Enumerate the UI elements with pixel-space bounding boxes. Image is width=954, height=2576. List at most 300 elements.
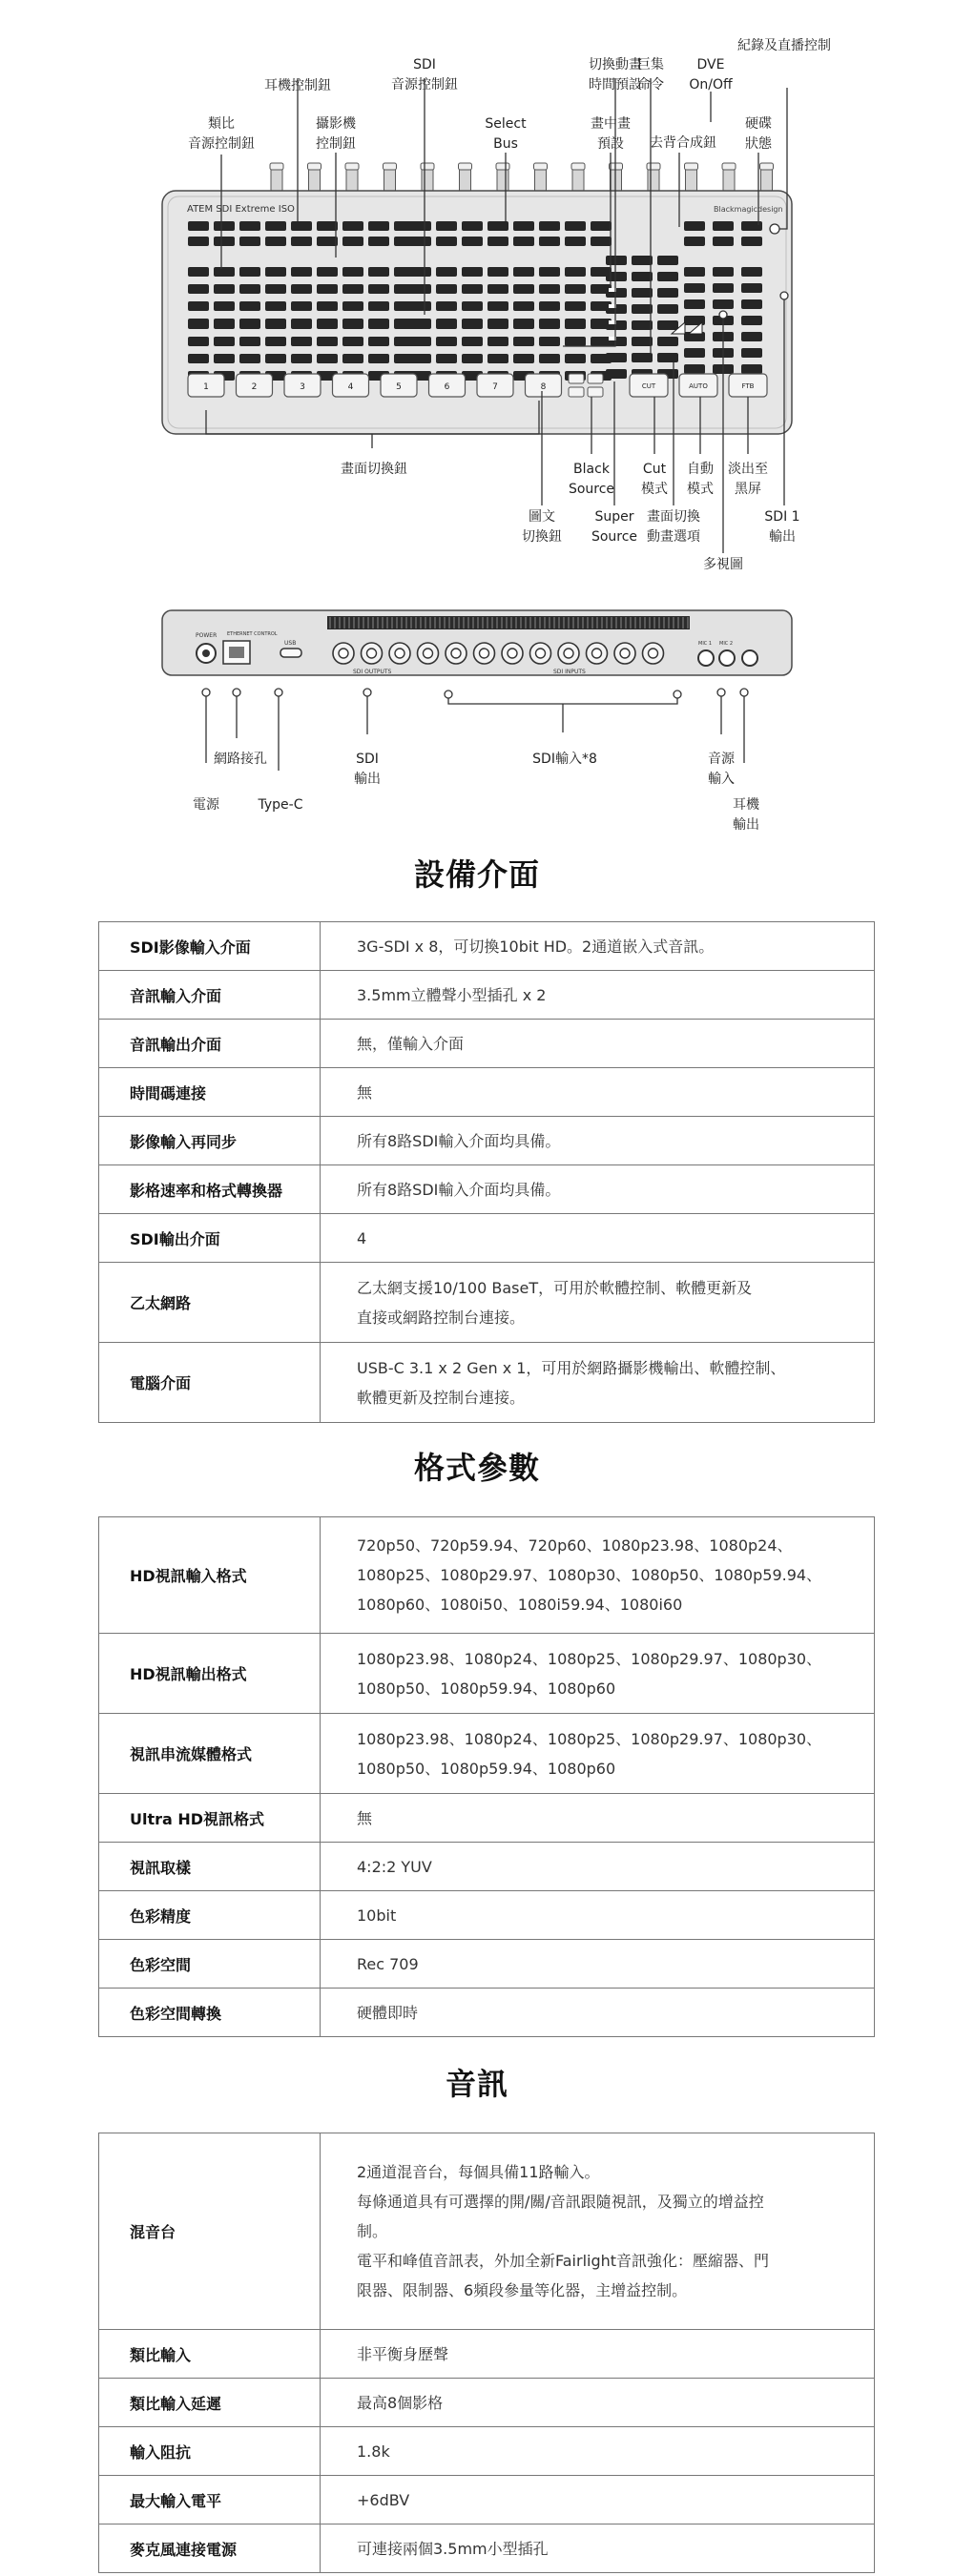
spec-key: 音訊輸入介面 [99,971,321,1020]
panel-button [741,348,762,358]
panel-button [239,354,260,363]
mic1-jack [698,650,714,666]
panel-button [462,354,483,363]
panel-button [513,337,534,346]
knob [686,167,697,192]
headphone-jack [742,650,757,666]
bnc-connector-core [480,649,489,658]
panel-button [188,221,209,231]
panel-button [317,319,338,329]
bnc-connector-core [424,649,433,658]
front-callout-label: 畫中畫 預設 [591,116,631,152]
spec-value: 可連接兩個3.5mm小型插孔 [321,2524,875,2573]
panel-button [317,337,338,346]
panel-button [436,354,457,363]
spec-key: HD視訊輸出格式 [99,1634,321,1714]
formats-table [98,1516,875,2037]
spec-key: 輸入阻抗 [99,2427,321,2476]
panel-button [188,319,209,329]
panel-button [462,221,483,231]
spec-value: 720p50、720p59.94、720p60、1080p23.98、1080p24、 1080p25、1080p29.97、1080p30、1080p50、1080p59.94、 1080p60、1080i50、1080i59.94、1080i60 [321,1517,875,1634]
panel-button [741,283,762,293]
panel-button [632,256,653,265]
panel-button [265,354,286,363]
knob-cap [345,163,359,170]
front-callout-label: 耳機控制鈕 [264,78,331,93]
number-button-label: 2 [251,382,258,392]
bnc-connector-core [395,649,404,658]
bnc-connector-core [592,649,602,658]
knob-cap [459,163,472,170]
spec-value: +6dBV [321,2476,875,2524]
panel-button [214,221,235,231]
spec-row [99,1117,875,1165]
rear-label-usb: USB [284,640,297,647]
panel-button [684,283,705,293]
panel-button [188,237,209,246]
bnc-connector-core [508,649,517,658]
panel-button [188,354,209,363]
spec-key: 類比輸入延遲 [99,2379,321,2427]
panel-button [606,272,627,281]
spec-row [99,1517,875,1634]
power-socket-pin [202,649,210,657]
panel-button [657,353,678,362]
panel-button [436,237,457,246]
spec-value: 3.5mm立體聲小型插孔 x 2 [321,971,875,1020]
transition-button-label: AUTO [689,382,708,390]
bnc-connector-core [536,649,546,658]
panel-button [291,319,312,329]
panel-button [436,284,457,294]
panel-button [713,237,734,246]
panel-button [436,267,457,277]
spec-value: 所有8路SDI輸入介面均具備。 [321,1117,875,1165]
panel-button [657,320,678,330]
spec-key: 類比輸入 [99,2330,321,2379]
panel-button [539,337,560,346]
rear-callout-label: 耳機 輸出 [733,797,759,833]
panel-button [539,354,560,363]
spec-key: 影像輸入再同步 [99,1117,321,1165]
panel-button [487,221,508,231]
panel-button [657,288,678,298]
spec-key: HD視訊輸入格式 [99,1517,321,1634]
panel-button [462,267,483,277]
panel-button [539,284,560,294]
bnc-connector-core [649,649,658,658]
panel-button [565,354,586,363]
panel-button [565,301,586,311]
front-callout-label: 紀錄及直播控制 [737,38,831,53]
callout-marker [275,689,282,696]
panel-button [410,301,431,311]
rear-label-mic2: MIC 2 [719,641,734,647]
panel-button [214,301,235,311]
number-button-label: 7 [492,382,498,392]
device-diagram [0,0,954,839]
front-callout-label: SDI 音源控制鈕 [391,57,458,93]
knob-cap [685,163,698,170]
spec-value: 3G-SDI x 8，可切換10bit HD。2通道嵌入式音訊。 [321,922,875,971]
rear-label-sdi-inputs: SDI INPUTS [553,669,586,675]
panel-button [513,354,534,363]
knob-cap [647,163,660,170]
rear-panel [162,610,792,771]
spec-row [99,1068,875,1117]
spec-row [99,922,875,971]
panel-button [317,267,338,277]
rear-label-sdi-outputs: SDI OUTPUTS [353,669,392,675]
dsk-button [569,387,584,397]
knob [572,167,584,192]
spec-key: 混音台 [99,2133,321,2330]
panel-button [606,353,627,362]
spec-value: 1080p23.98、1080p24、1080p25、1080p29.97、1080p30、 1080p50、1080p59.94、1080p60 [321,1714,875,1794]
panel-button [265,237,286,246]
panel-button [632,288,653,298]
dsk-button [588,387,603,397]
panel-button [239,267,260,277]
panel-button [513,221,534,231]
panel-button [239,337,260,346]
knob-cap [270,163,283,170]
panel-button [368,221,389,231]
front-callout-label: 類比 音源控制鈕 [188,116,255,152]
spec-row [99,2330,875,2379]
panel-button [368,284,389,294]
panel-button [410,221,431,231]
panel-button [265,319,286,329]
panel-button [487,301,508,311]
rear-callout-label: 音源 輸入 [708,752,735,787]
panel-button [513,284,534,294]
panel-button [513,319,534,329]
panel-button [342,354,363,363]
panel-button [539,301,560,311]
panel-button [410,284,431,294]
ethernet-port-inner [229,647,244,658]
spec-row [99,1989,875,2037]
rear-label-power: POWER [196,632,218,639]
panel-button [539,221,560,231]
front-callout-label: SDI 1 輸出 [764,509,800,545]
panel-button [239,221,260,231]
knob [271,167,282,192]
rear-callout-label: 網路接孔 [214,752,267,767]
front-callout-label: 淡出至 黑屏 [728,462,768,497]
bnc-connector-core [564,649,573,658]
front-callout-label: 自動 模式 [687,462,714,497]
panel-button [513,301,534,311]
panel-button [462,237,483,246]
knob-cap [571,163,585,170]
callout-marker [780,292,788,299]
panel-button [741,237,762,246]
bnc-connector-core [339,649,348,658]
panel-button [368,237,389,246]
mic2-jack [719,650,735,666]
spec-value: 4 [321,1214,875,1263]
panel-button [342,221,363,231]
panel-button [684,364,705,374]
spec-row [99,1263,875,1343]
panel-button [188,267,209,277]
knob [535,167,547,192]
panel-button [342,337,363,346]
panel-button [239,284,260,294]
spec-value: 無 [321,1068,875,1117]
spec-value: 硬體即時 [321,1989,875,2037]
spec-row [99,1794,875,1843]
panel-button [741,299,762,309]
spec-row [99,2476,875,2524]
knob-cap [496,163,509,170]
panel-button [632,337,653,346]
front-callout-label: 攝影機 控制鈕 [316,116,356,152]
spec-value: 所有8路SDI輸入介面均具備。 [321,1165,875,1214]
spec-key: 麥克風連接電源 [99,2524,321,2573]
knob-cap [421,163,434,170]
panel-button [214,284,235,294]
usb-c-port [280,649,301,657]
callout-marker [770,224,779,234]
panel-button [462,301,483,311]
panel-button [657,256,678,265]
callout-marker [674,690,681,698]
spec-value: 10bit [321,1891,875,1940]
panel-button [291,301,312,311]
panel-button [487,267,508,277]
dsk-button [569,374,584,383]
spec-key: 色彩精度 [99,1891,321,1940]
front-callout-label: Cut 模式 [641,462,668,497]
panel-button [632,320,653,330]
spec-row [99,971,875,1020]
spec-row [99,1020,875,1068]
front-callout-label: DVE On/Off [689,57,733,93]
panel-button [436,221,457,231]
spec-key: 最大輸入電平 [99,2476,321,2524]
panel-button [513,267,534,277]
spec-key: 時間碼連接 [99,1068,321,1117]
spec-value: 非平衡身歷聲 [321,2330,875,2379]
spec-value: 1080p23.98、1080p24、1080p25、1080p29.97、1080p30、 1080p50、1080p59.94、1080p60 [321,1634,875,1714]
number-button-label: 4 [347,382,354,392]
panel-button [410,267,431,277]
front-callout-label: 巨集 命令 [637,57,664,93]
panel-button [606,256,627,265]
callout-marker [719,311,727,319]
panel-button [342,237,363,246]
spec-key: Ultra HD視訊格式 [99,1794,321,1843]
rear-callout-label: 電源 [193,797,219,813]
spec-key: 色彩空間轉換 [99,1989,321,2037]
rear-callout-label: SDI 輸出 [354,752,381,787]
panel-button [565,319,586,329]
number-button-label: 1 [203,382,209,392]
spec-row [99,1214,875,1263]
spec-value: 1.8k [321,2427,875,2476]
panel-button [410,337,431,346]
knob [761,167,773,192]
panel-button [239,301,260,311]
section-title-formats: 格式參數 [413,1450,540,1486]
panel-button [657,337,678,346]
section-title-audio: 音訊 [445,2066,508,2102]
spec-row [99,2379,875,2427]
panel-button [539,237,560,246]
spec-value: 無，僅輸入介面 [321,1020,875,1068]
knob [723,167,735,192]
panel-button [368,267,389,277]
knob [309,167,321,192]
panel-button [317,221,338,231]
front-callout-label: 去背合成鈕 [650,135,716,151]
knob [497,167,508,192]
panel-button [368,354,389,363]
brand-label: Blackmagicdesign [714,205,783,214]
panel-button [741,316,762,325]
panel-button [462,337,483,346]
spec-value: 4:2:2 YUV [321,1843,875,1891]
panel-button [657,304,678,314]
panel-button [565,267,586,277]
panel-button [291,284,312,294]
panel-button [291,354,312,363]
transition-button-label: CUT [641,382,656,390]
spec-value: 無 [321,1794,875,1843]
front-callout-label: 畫面切換鈕 [341,462,407,477]
panel-button [487,284,508,294]
spec-row [99,2427,875,2476]
panel-button [565,284,586,294]
panel-button [741,364,762,374]
callout-marker [202,689,210,696]
bnc-connector-core [620,649,630,658]
panel-button [317,354,338,363]
spec-row [99,1165,875,1214]
panel-button [436,301,457,311]
panel-button [410,237,431,246]
bnc-connector-core [367,649,377,658]
knob-cap [384,163,397,170]
panel-button [487,319,508,329]
panel-button [291,221,312,231]
panel-button [487,237,508,246]
panel-button [265,284,286,294]
panel-button [684,237,705,246]
knob [460,167,471,192]
spec-row [99,1940,875,1989]
leader-line [448,694,677,704]
interfaces-table [98,921,875,1423]
spec-value: 乙太網支援10/100 BaseT，可用於軟體控制、軟體更新及 直接或網路控制台連接。 [321,1263,875,1343]
panel-button [317,237,338,246]
bnc-connector-core [451,649,461,658]
knob-cap [760,163,774,170]
panel-button [713,267,734,277]
panel-button [317,301,338,311]
panel-button [684,299,705,309]
panel-button [741,332,762,341]
knob-cap [722,163,736,170]
panel-button [565,221,586,231]
spec-key: SDI影像輸入介面 [99,922,321,971]
panel-button [368,319,389,329]
panel-button [239,319,260,329]
panel-button [591,237,612,246]
spec-key: 視訊串流媒體格式 [99,1714,321,1794]
panel-button [513,237,534,246]
panel-button [342,319,363,329]
transition-button-label: FTB [741,382,755,390]
rear-callout-label: SDI輸入*8 [532,752,597,767]
front-callout-label: 圖文 切換鈕 [522,509,562,545]
spec-row [99,1714,875,1794]
panel-button [684,348,705,358]
panel-button [214,267,235,277]
knob-cap [534,163,548,170]
panel-button [342,284,363,294]
panel-button [265,221,286,231]
spec-value: 2通道混音台，每個具備11路輸入。 每條通道具有可選擇的開/關/音訊跟隨視訊，及獨立的增益控 制。 電平和峰值音訊表，外加全新Fairlight音訊強化：壓縮器、門 限器、限制器、6頻段參量等化器，主增益控制。 [321,2133,875,2330]
callout-marker [445,690,452,698]
spec-value: Rec 709 [321,1940,875,1989]
panel-button [487,337,508,346]
panel-button [684,267,705,277]
knob [346,167,358,192]
front-callout-label: 畫面切換 動畫選項 [647,509,700,545]
panel-button [368,301,389,311]
spec-value: USB-C 3.1 x 2 Gen x 1，可用於網路攝影機輸出、軟體控制、 軟體更新及控制台連接。 [321,1343,875,1423]
callout-marker [363,689,371,696]
spec-row [99,1891,875,1940]
panel-button [591,221,612,231]
panel-button [188,337,209,346]
callout-marker [233,689,240,696]
panel-button [741,221,762,231]
panel-button [713,299,734,309]
spec-row [99,1634,875,1714]
panel-button [657,272,678,281]
front-callout-label: Black Source [568,462,615,497]
panel-button [741,267,762,277]
panel-button [342,267,363,277]
panel-button [214,354,235,363]
spec-key: 色彩空間 [99,1940,321,1989]
audio-table [98,2133,875,2573]
knob-cap [308,163,321,170]
panel-button [462,319,483,329]
panel-button [410,354,431,363]
number-button-label: 5 [396,382,402,392]
panel-button [632,272,653,281]
spec-row [99,1343,875,1423]
number-button-label: 3 [300,382,305,392]
panel-button [214,319,235,329]
panel-button [214,337,235,346]
panel-button [436,319,457,329]
spec-row [99,1843,875,1891]
spec-key: 乙太網路 [99,1263,321,1343]
model-label: ATEM SDI Extreme ISO [187,204,295,215]
panel-button [684,221,705,231]
spec-row [99,2524,875,2573]
panel-button [265,337,286,346]
panel-button [632,304,653,314]
front-callout-label: 切換動畫 時間預設 [589,57,642,93]
